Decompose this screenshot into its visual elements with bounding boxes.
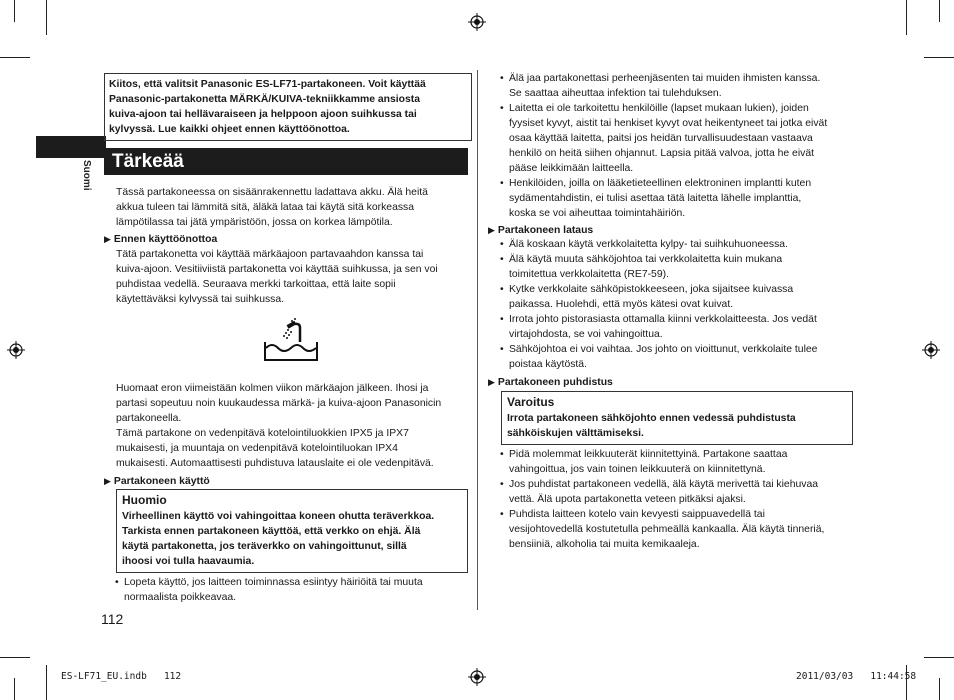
- before-use-heading: ▶ Ennen käyttöönottoa: [104, 234, 218, 245]
- registration-mark-icon: [468, 13, 486, 31]
- registration-mark-icon: [922, 341, 940, 359]
- use-heading: ▶ Partakoneen käyttö: [104, 476, 210, 487]
- charging-heading: ▶ Partakoneen lataus: [488, 225, 594, 236]
- list-item: • Sähköjohtoa ei voi vaihtaa. Jos johto on vioittunut, verkkolaite tulee poistaa käytöstä.: [500, 344, 818, 370]
- list-item: • Pidä molemmat leikkuuterät kiinnitettyinä. Partakone saattaa vahingoittua, jos vain toinen leikkuuterä on kiinnitettynä.: [500, 449, 788, 475]
- list-item: • Puhdista laitteen kotelo vain kevyesti saippuavedellä tai vesijohtovedellä kostutetulla pehmeällä kankaalla. Älä käytä tinneriä, bensiiniä, alkoholia tai muita kemikaaleja.: [500, 509, 825, 550]
- warning-box: Varoitus Irrota partakoneen sähköjohto ennen vedessä puhdistusta sähköiskujen välttämiseksi.: [501, 391, 853, 445]
- intro-box: Kiitos, että valitsit Panasonic ES-LF71-partakoneen. Voit käyttää Panasonic-partakonetta MÄRKÄ/KUIVA-tekniikkamme ansiosta kuiva-ajoon tai hellävaraiseen ja helppoon ajoon suihkussa tai kylvyssä. Lue kaikki ohjeet ennen käyttöönottoa.: [104, 73, 472, 141]
- list-item: • Älä jaa partakonettasi perheenjäsenten tai muiden ihmisten kanssa. Se saattaa aiheuttaa infektion tai tulehduksen.: [500, 73, 821, 99]
- side-tab-label: Suomi: [81, 160, 92, 191]
- list-item: • Älä koskaan käytä verkkolaitetta kylpy- tai suihkuhuoneessa.: [500, 239, 788, 250]
- body-intro: Tässä partakoneessa on sisäänrakennettu ladattava akku. Älä heitä akkua tuleen tai lämmitä sitä, äläkä lataa tai käytä sitä korkeassa lämpötilassa tai jätä ympäristöön, jossa on korkea lämpötila.: [116, 187, 428, 228]
- list-item: • Kytke verkkolaite sähköpistokkeeseen, joka sijaitsee kuivassa paikassa. Huolehdi, että myös kätesi ovat kuivat.: [500, 284, 794, 310]
- footer-file-info: ES-LF71_EU.indb 112: [61, 671, 182, 682]
- cleaning-bullets: [500, 447, 860, 552]
- notice-box: Huomio Virheellinen käyttö voi vahingoittaa koneen ohutta teräverkkoa. Tarkista ennen partakoneen käyttöä, että verkko on ehjä. Älä käytä partakonetta, jos teräverkko on vahingoittunut, sillä ihoosi voi tulla haavaumia.: [116, 489, 468, 573]
- registration-mark-icon: [7, 341, 25, 359]
- list-item: • Jos puhdistat partakoneen vedellä, älä käytä merivettä tai kiehuvaa vettä. Älä upota partakonetta veteen pitkäksi ajaksi.: [500, 479, 819, 505]
- before-use-text: Tätä partakonetta voi käyttää märkäajoon partavaahdon kanssa tai kuiva-ajoon. Vesitiiviistä partakonetta voi käyttää suihkussa, ja sen voi puhdistaa vedellä. Seuraava merkki tarkoittaa, että laite sopii käytettäväksi kylvyssä tai suihkussa.: [116, 249, 438, 305]
- cleaning-heading: ▶ Partakoneen puhdistus: [488, 377, 613, 388]
- registration-mark-icon: [468, 668, 486, 686]
- right-bullets: [500, 71, 860, 221]
- page-title: Tärkeää: [104, 148, 468, 175]
- footer-timestamp: 2011/03/03 11:44:58: [796, 671, 917, 682]
- before-use-details: Huomaat eron viimeistään kolmen viikon märkäajon jälkeen. Ihosi ja partasi sopeutuu noin kuukaudessa märkä- ja kuiva-ajoon Panasonicin partakoneella. Tämä partakone on vedenpitävä kotelointiluokkien IPX5 ja IPX7 mukaisesti, ja muuntaja on vedenpitävä kotelointiluokan IPX4 mukaisesti. Automaattisesti puhdistuva latauslaite ei ole vedenpitävä.: [116, 383, 442, 469]
- list-item: • Lopeta käyttö, jos laitteen toiminnassa esiintyy häiriöitä tai muuta normaalista poikkeavaa.: [115, 577, 423, 603]
- side-tab: [36, 136, 106, 158]
- page-number: 112: [101, 611, 124, 627]
- list-item: • Irrota johto pistorasiasta ottamalla kiinni verkkolaitteesta. Jos vedät virtajohdosta, se voi vahingoittua.: [500, 314, 817, 340]
- bath-shower-icon: [262, 318, 320, 364]
- list-item: • Älä käytä muuta sähköjohtoa tai verkkolaitetta kuin mukana toimitettua verkkolaitetta (RE7-59).: [500, 254, 783, 280]
- column-divider: [477, 70, 478, 610]
- list-item: • Laitetta ei ole tarkoitettu henkilöille (lapset mukaan lukien), joiden fyysiset kyvyt, aistit tai henkiset kyvyt ovat heikentyneet tai jotka eivät osaa käyttää laitetta, paitsi jos heidän turvallisuudestaan vastaava henkilö on heitä siihen ohjannut. Lapsia pitää valvoa, jotta he eivät pääse leikkimään laitteella.: [500, 103, 828, 174]
- list-item: • Henkilöiden, joilla on lääketieteellinen elektroninen implantti kuten sydämentahdistin, ei tulisi asettaa tätä laitetta lähelle implanttia, koska se voi aiheuttaa toimintahäiriön.: [500, 178, 812, 219]
- charging-bullets: [500, 237, 860, 372]
